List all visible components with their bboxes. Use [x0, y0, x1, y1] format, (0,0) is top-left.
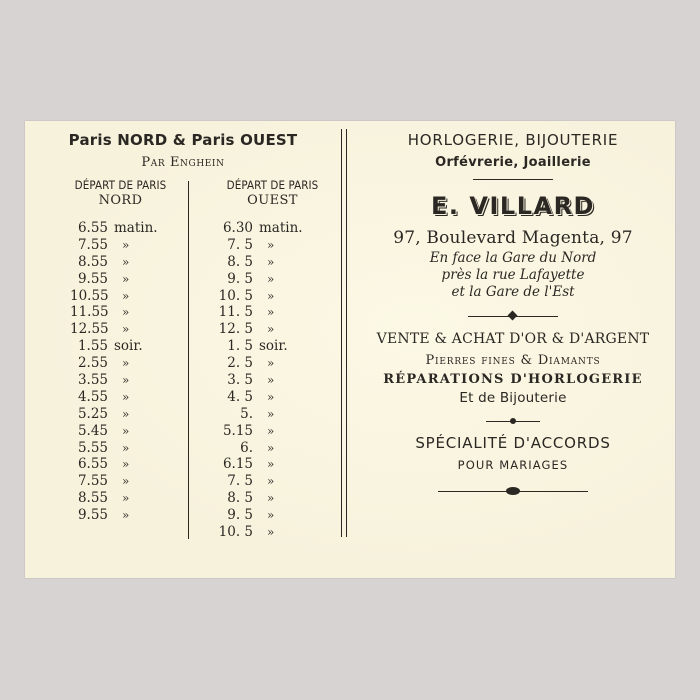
ouest-row — [215, 440, 303, 457]
ouest-period-mark: » — [267, 305, 275, 320]
panel-divider-double-rule — [341, 129, 347, 537]
ouest-period-mark: » — [267, 406, 275, 421]
ouest-time: 3. 5 — [227, 372, 253, 389]
nord-time: 6.55 — [77, 456, 108, 473]
nord-row — [70, 304, 158, 321]
nord-time: 8.55 — [77, 253, 108, 270]
nord-period-mark: matin. — [114, 220, 158, 236]
nord-time: 7.55 — [77, 236, 108, 253]
nord-row — [70, 288, 158, 305]
specialite-line: SPÉCIALITÉ D'ACCORDS — [415, 434, 611, 452]
ouest-time: 5. — [240, 405, 253, 422]
ouest-row — [215, 456, 303, 473]
ouest-time: 8. 5 — [227, 490, 253, 507]
nord-period-mark: » — [122, 271, 130, 286]
ouest-period-mark: soir. — [259, 338, 288, 355]
ouest-row — [215, 490, 303, 507]
ouest-row — [215, 507, 303, 524]
nord-row — [70, 490, 158, 507]
ouest-time: 8. 5 — [227, 253, 253, 270]
ouest-row — [215, 288, 303, 305]
nord-row — [70, 473, 158, 490]
nord-heading: DÉPART DE PARIS — [74, 178, 167, 192]
timetable-title: Paris NORD & Paris OUEST — [68, 131, 298, 149]
ouest-period-mark: » — [267, 474, 275, 489]
ouest-period-mark: matin. — [259, 220, 303, 236]
ouest-time: 9. 5 — [227, 270, 253, 287]
ouest-time: 7. 5 — [227, 236, 253, 253]
dot-ornament-icon — [510, 418, 516, 424]
trade-subheading: Orfévrerie, Joaillerie — [435, 155, 591, 170]
ouest-time: 6.15 — [222, 456, 253, 473]
column-divider — [188, 181, 189, 539]
nord-row — [70, 355, 158, 372]
nord-row — [70, 389, 158, 406]
diamond-ornament-icon — [508, 311, 518, 321]
nord-time: 11.55 — [70, 304, 109, 321]
nord-time: 7.55 — [77, 473, 108, 490]
ouest-row — [215, 406, 303, 423]
ouest-time: 6. — [240, 439, 253, 456]
nord-row — [70, 254, 158, 271]
advert-panel — [351, 121, 675, 578]
shop-name: E. VILLARD — [431, 192, 595, 220]
nord-row — [70, 321, 158, 338]
trade-heading: HORLOGERIE, BIJOUTERIE — [407, 131, 619, 149]
ouest-time: 12. 5 — [218, 321, 253, 338]
ouest-row — [215, 237, 303, 254]
nord-period-mark: » — [122, 305, 130, 320]
ouest-heading: DÉPART DE PARIS — [226, 178, 319, 192]
shop-address: 97, Boulevard Magenta, 97 — [393, 228, 633, 248]
ouest-time: 6.30 — [222, 220, 253, 236]
ouest-period-mark: » — [267, 525, 275, 540]
timetable-panel — [25, 121, 341, 578]
nord-period-mark: » — [122, 389, 130, 404]
nord-period-mark: » — [122, 406, 130, 421]
ouest-row — [215, 220, 303, 237]
nord-row — [70, 440, 158, 457]
ouest-row — [215, 389, 303, 406]
nord-period-mark: » — [122, 373, 130, 388]
nord-period-mark: » — [122, 457, 130, 472]
nord-time: 9.55 — [77, 270, 108, 287]
ouest-time: 11. 5 — [218, 304, 253, 321]
nord-period-mark: » — [122, 474, 130, 489]
nord-departures-list — [70, 220, 158, 524]
nord-row — [70, 406, 158, 423]
ouest-time: 4. 5 — [227, 388, 253, 405]
nord-row — [70, 456, 158, 473]
nord-time: 8.55 — [77, 490, 108, 507]
nord-period-mark: » — [122, 440, 130, 455]
ouest-period-mark: » — [267, 288, 275, 303]
ouest-row — [215, 338, 303, 355]
location-note — [351, 250, 675, 301]
nord-time: 3.55 — [77, 372, 108, 389]
ouest-row — [215, 271, 303, 288]
vente-line: VENTE & ACHAT D'OR & D'ARGENT — [376, 331, 650, 347]
nord-row — [70, 372, 158, 389]
reparations-line: RÉPARATIONS D'HORLOGERIE — [383, 372, 643, 387]
nord-time: 9.55 — [77, 507, 108, 524]
nord-row — [70, 507, 158, 524]
nord-time: 5.25 — [77, 405, 108, 422]
nord-time: 1.55 — [77, 338, 108, 355]
nord-period-mark: » — [122, 508, 130, 523]
nord-period-mark: » — [122, 237, 130, 252]
ouest-period-mark: » — [267, 440, 275, 455]
ornament-rule — [473, 179, 553, 180]
nord-period-mark: » — [122, 423, 130, 438]
ouest-row — [215, 304, 303, 321]
nord-period-mark: » — [122, 288, 130, 303]
ouest-row — [215, 355, 303, 372]
ouest-period-mark: » — [267, 373, 275, 388]
pierres-line: Pierres fines & Diamants — [425, 353, 601, 368]
nord-period-mark: » — [122, 254, 130, 269]
nord-time: 10.55 — [70, 287, 109, 304]
ouest-period-mark: » — [267, 508, 275, 523]
ouest-subheading: OUEST — [247, 193, 298, 208]
nord-time: 12.55 — [70, 321, 109, 338]
ouest-row — [215, 321, 303, 338]
nord-time: 5.55 — [77, 439, 108, 456]
nord-time: 2.55 — [77, 355, 108, 372]
ouest-period-mark: » — [267, 423, 275, 438]
ouest-row — [215, 473, 303, 490]
nord-column-heading — [53, 177, 188, 209]
ouest-departures-list — [215, 220, 303, 541]
ouest-row — [215, 254, 303, 271]
ouest-time: 2. 5 — [227, 355, 253, 372]
nord-period-mark: » — [122, 356, 130, 371]
ouest-period-mark: » — [267, 271, 275, 286]
ornament-footer — [438, 486, 588, 496]
nord-time: 4.55 — [77, 388, 108, 405]
location-line-3: et la Gare de l'Est — [451, 284, 575, 300]
nord-row — [70, 237, 158, 254]
ouest-period-mark: » — [267, 457, 275, 472]
ouest-row — [215, 372, 303, 389]
nord-period-mark: soir. — [114, 338, 143, 355]
nord-row — [70, 338, 158, 355]
ouest-period-mark: » — [267, 237, 275, 252]
ouest-period-mark: » — [267, 322, 275, 337]
ouest-column-heading — [205, 177, 340, 209]
nord-time: 5.45 — [77, 422, 108, 439]
ouest-period-mark: » — [267, 389, 275, 404]
ouest-time: 9. 5 — [227, 507, 253, 524]
nord-row — [70, 220, 158, 237]
timetable-via: Par Enghein — [141, 155, 225, 170]
nord-period-mark: » — [122, 491, 130, 506]
ornament-divider-small — [486, 417, 540, 425]
nord-period-mark: » — [122, 322, 130, 337]
ouest-row — [215, 524, 303, 541]
ouest-row — [215, 423, 303, 440]
ouest-period-mark: » — [267, 491, 275, 506]
ouest-time: 10. 5 — [218, 524, 253, 541]
nord-row — [70, 423, 158, 440]
location-line-1: En face la Gare du Nord — [429, 250, 597, 266]
flourish-ornament-icon — [506, 487, 520, 495]
ouest-period-mark: » — [267, 254, 275, 269]
nord-subheading: NORD — [98, 193, 143, 208]
bijouterie-line: Et de Bijouterie — [459, 390, 567, 406]
ouest-time: 1. 5 — [227, 338, 253, 355]
ouest-time: 10. 5 — [218, 287, 253, 304]
ouest-time: 7. 5 — [227, 473, 253, 490]
location-line-2: près la rue Lafayette — [441, 267, 585, 283]
business-card — [25, 121, 675, 578]
nord-time: 6.55 — [77, 220, 108, 236]
ouest-period-mark: » — [267, 356, 275, 371]
mariages-line: POUR MARIAGES — [457, 458, 569, 472]
nord-row — [70, 271, 158, 288]
ouest-time: 5.15 — [222, 422, 253, 439]
ornament-divider — [468, 311, 558, 321]
